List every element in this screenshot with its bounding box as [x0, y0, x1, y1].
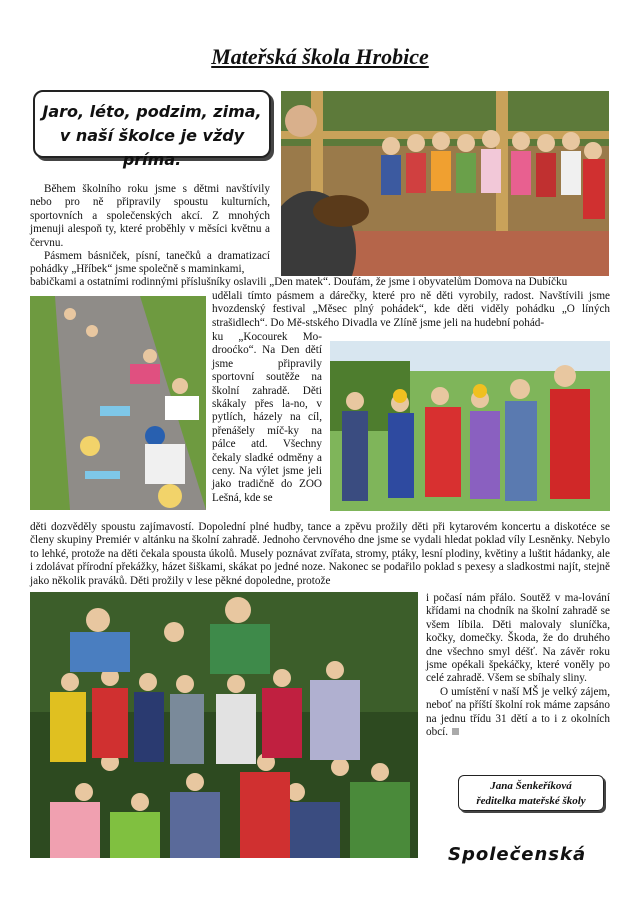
paragraph-mothers-day: Pásmem básniček, písní, tanečků a dramatizací pohádky „Hříbek“ jsme společně s maminkami,: [30, 250, 270, 276]
photo-chalk-drawing: [30, 296, 206, 510]
end-of-article-mark: [452, 728, 459, 735]
paragraph-chalk-contest: i počasí nám přálo. Soutěž v ma-lování křídami na chodník na školní zahradě se všem líbila. Děti malovaly sluníčka, kočky, domečky. Škoda, že do druhého dne všechno smyl déšť. Na závěr roku jsme opékali špekáčky, které voněly po celé zahradě. Všem se sbíhaly sliny.: [426, 592, 610, 685]
paragraph-zoo-and-forest: děti dozvěděly spoustu zajímavostí. Dopolední plné hudby, tance a zpěvu prožily děti při kytarovém koncertu a diskotéce se členy skupiny Premiér v altánku na školní zahradě. Jednoho červnového dne jsme se vydali hledat poklad víly Lesněnky. Nebylo to lehké, protože na děti čekala spousta úkolů. Musely poznávat zvířata, stromy, ptáky, lesní plodiny, květiny a luštit hádanky, ale i zdolávat přírodní překážky, házet šiškami, skákat po jedné noze. Nakonec se podařilo poklad s pexesy a sladkostmi najít, stejně jako několik praváků. Děti prožily v lese pěkné dopoledne, protože: [30, 521, 610, 587]
paragraph-intro: Během školního roku jsme s dětmi navštívily nebo pro ně připravily spoustu kulturních, sportovních a společenských akcí. Z mnohých jmenuji alespoň ty, které proběhly v měsíci květnu a červnu.: [30, 183, 270, 249]
text-right-column: [426, 592, 610, 739]
slogan-box: [33, 90, 271, 169]
enrollment-text: O umístění v naší MŠ je velký zájem, neboť na příští školní rok máme zapsáno na jednu třídu 31 dětí a to i z okolních obcí.: [426, 685, 610, 739]
text-column-1: [30, 183, 270, 277]
paragraph-mothers-day-cont: babičkami a ostatními rodinnými příslušníky oslavili „Den matek“. Doufám, že jsme i obyvatelům Domova na Dubíčku: [30, 276, 568, 288]
section-footer-label: Společenská: [448, 844, 587, 865]
text-full-width-2: [30, 521, 610, 588]
photo-class-group: [30, 592, 418, 858]
text-full-width-1: [30, 276, 610, 289]
paragraph-festival: udělali tímto pásmem a dárečky, které pro ně děti vyrobily, radost. Navštívili jsme hvozdenský festival „Měsec plný pohádek“, kde děti viděly pohádku „O líných strašidlech“. Do Mě-stského Divadla ve Zlíně jsme jeli na hudební pohád-: [212, 290, 610, 329]
photo-zoo-trip: [330, 341, 610, 511]
slogan-line-1: Jaro, léto, podzim, zima,: [42, 102, 262, 121]
signature-box: [458, 775, 604, 811]
text-narrow-column: [212, 331, 322, 505]
paragraph-childrens-day: ku „Kocourek Mo-drooćko“. Na Den dětí jsme připravily sportovní soutěže na školní zahradě. Děti skákaly přes la-no, v pytlích, házely na cíl, přenášely míč-ky na pálce atd. Všechny čekaly sladké odměny a ceny. Na výlet jsme jeli jako tradičně do ZOO Lešná, kde se: [212, 331, 322, 504]
paragraph-enrollment: [426, 686, 610, 740]
signature-name: Jana Šenkeříková: [490, 780, 572, 792]
text-middle: [212, 290, 610, 330]
slogan-line-2: v naší školce je vždy príma.: [59, 126, 245, 169]
signature-role: ředitelka mateřské školy: [476, 795, 586, 807]
page-title: Mateřská škola Hrobice: [211, 44, 429, 69]
photo-guitar-concert: [281, 91, 609, 276]
